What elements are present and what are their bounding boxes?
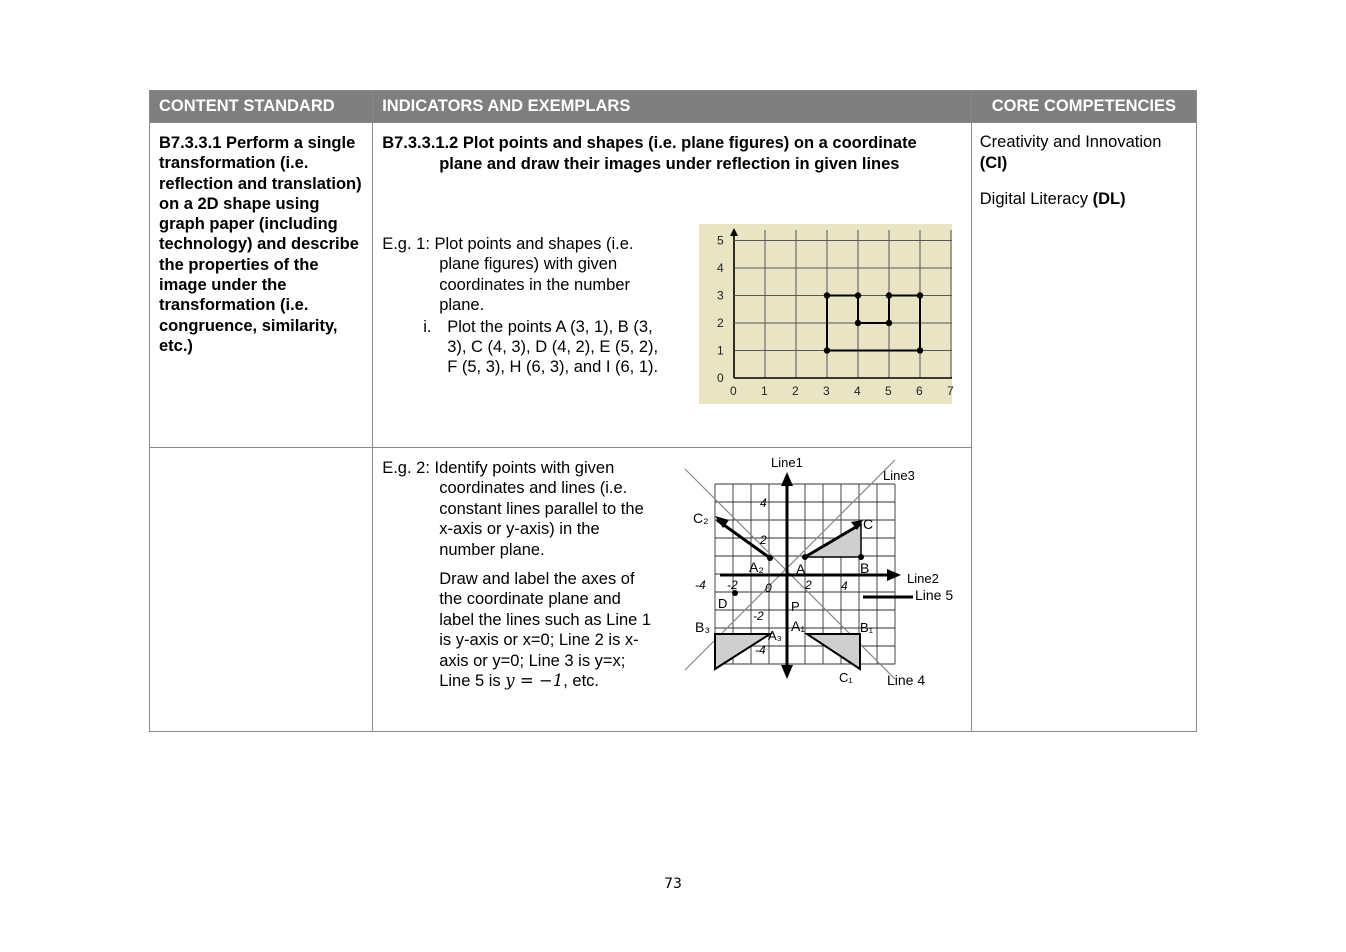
- competency-creativity: [980, 132, 1188, 174]
- example1-item: [382, 317, 667, 378]
- plotted-point: [855, 292, 861, 298]
- plotted-point: [824, 347, 830, 353]
- empty-standard-cell: [150, 448, 373, 732]
- label-a1: A₁: [791, 618, 806, 634]
- tick-y-neg2: -2: [753, 609, 764, 623]
- y-tick-label: 0: [717, 371, 724, 385]
- tick-x-neg2: -2: [727, 578, 738, 592]
- x-tick-label: 3: [823, 384, 830, 398]
- indicator-cell-1: [373, 123, 972, 448]
- x-tick-label: 5: [885, 384, 892, 398]
- header-content-standard: CONTENT STANDARD: [150, 91, 373, 123]
- x-axis-arrow: [887, 569, 901, 581]
- curriculum-table: [149, 90, 1197, 732]
- core-competencies-cell: [971, 123, 1196, 732]
- label-line3: Line3: [883, 468, 916, 483]
- indicator-title: [382, 133, 972, 175]
- x-tick-label: 6: [916, 384, 923, 398]
- tick-origin: 0: [765, 581, 772, 595]
- example2-para2: [382, 569, 654, 691]
- x-tick-label: 2: [792, 384, 799, 398]
- y-tick-label: 3: [717, 288, 724, 303]
- label-line5: Line 5: [915, 587, 954, 603]
- tick-x-4: 4: [841, 579, 848, 593]
- x-tick-label: 7: [947, 384, 954, 398]
- example1-text: [382, 234, 667, 378]
- example2-para2-text: Draw and label the axes of the coordinate plane and label the lines such as Line 1 is y-axis or x=0; Line 2 is x-axis or y=0; Line 3 is y=x; Line 5 is: [439, 570, 652, 691]
- header-indicators: INDICATORS AND EXEMPLARS: [373, 91, 972, 123]
- reflection-diagram: [685, 454, 965, 694]
- example1-item-text: Plot the points A (3, 1), B (3, 3), C (4, 3), D (4, 2), E (5, 2), F (5, 3), H (6, 3), and I (6, 1).: [447, 317, 659, 377]
- header-core-competencies: CORE COMPETENCIES: [971, 91, 1196, 123]
- label-c2: C₂: [693, 510, 709, 526]
- label-line4: Line 4: [887, 672, 926, 688]
- label-a3: A₃: [768, 628, 783, 643]
- indicator-cell-2: [373, 448, 972, 732]
- tick-y-2: 2: [760, 533, 767, 547]
- example1-lead: E.g. 1: Plot points and shapes (i.e.: [382, 235, 634, 253]
- plotted-point: [886, 320, 892, 326]
- point-a: [802, 554, 808, 560]
- competency-creativity-text: Creativity and Innovation: [979, 133, 1162, 151]
- label-line2: Line2: [907, 571, 940, 586]
- coordinate-grid-graph: [699, 224, 952, 404]
- example2-lead: E.g. 2: Identify points with given: [382, 459, 615, 477]
- label-b: B: [860, 560, 870, 576]
- tick-y-neg4: -4: [755, 643, 766, 657]
- label-d: D: [718, 596, 728, 611]
- label-b1: B₁: [860, 620, 874, 635]
- x-tick-label: 1: [761, 384, 768, 398]
- label-b3: B₃: [695, 619, 711, 635]
- y-tick-label: 4: [717, 261, 724, 275]
- tick-x-neg4: -4: [695, 578, 706, 592]
- x-tick-label: 4: [854, 384, 861, 398]
- label-c: C: [863, 516, 874, 532]
- point-a2: [767, 555, 773, 561]
- graph-background: [699, 224, 952, 404]
- y-tick-label: 5: [717, 233, 724, 248]
- content-standard-cell: B7.3.3.1 Perform a single transformation (i.e. reflection and translation) on a 2D shape using graph paper (including technology) and describe the properties of the image under the transformation (i.e. congruence, similarity, etc.): [150, 123, 373, 448]
- label-c1: C₁: [839, 670, 853, 685]
- example1-cont: plane figures) with given coordinates in the number plane.: [439, 255, 630, 315]
- plotted-point: [824, 292, 830, 298]
- example1-item-marker: i.: [423, 317, 432, 336]
- tick-y-4: 4: [760, 496, 767, 510]
- y-tick-label: 2: [717, 316, 724, 330]
- plotted-point: [855, 320, 861, 326]
- competency-digital-abbr: (DL): [1092, 190, 1126, 208]
- plotted-point: [917, 292, 923, 298]
- example2-math: y = −1: [505, 671, 564, 691]
- y-tick-label: 1: [717, 343, 724, 358]
- label-line1: Line1: [771, 455, 804, 470]
- tick-x-2: 2: [805, 578, 812, 592]
- page-number: 73: [664, 876, 682, 892]
- competency-digital-text: Digital Literacy: [979, 190, 1088, 208]
- y-axis-arrow-down: [781, 665, 793, 679]
- example2-cont: coordinates and lines (i.e. constant lines parallel to the x-axis or y-axis) in the number plane.: [439, 479, 644, 559]
- competency-digital: [980, 189, 1188, 210]
- plotted-point: [886, 292, 892, 298]
- label-a2: A₂: [749, 559, 764, 575]
- y-axis-arrow-up: [781, 472, 793, 486]
- example2-text: [382, 458, 662, 691]
- x-tick-label: 0: [730, 384, 737, 398]
- indicator-title-line2: plane and draw their images under reflection in given lines: [439, 155, 900, 173]
- plotted-point: [917, 347, 923, 353]
- label-a: A: [796, 561, 806, 577]
- label-p: P: [791, 599, 800, 614]
- example2-para2-end: , etc.: [563, 672, 599, 691]
- competency-creativity-abbr: (CI): [979, 154, 1008, 172]
- indicator-title-line1: B7.3.3.1.2 Plot points and shapes (i.e. plane figures) on a coordinate: [382, 134, 917, 152]
